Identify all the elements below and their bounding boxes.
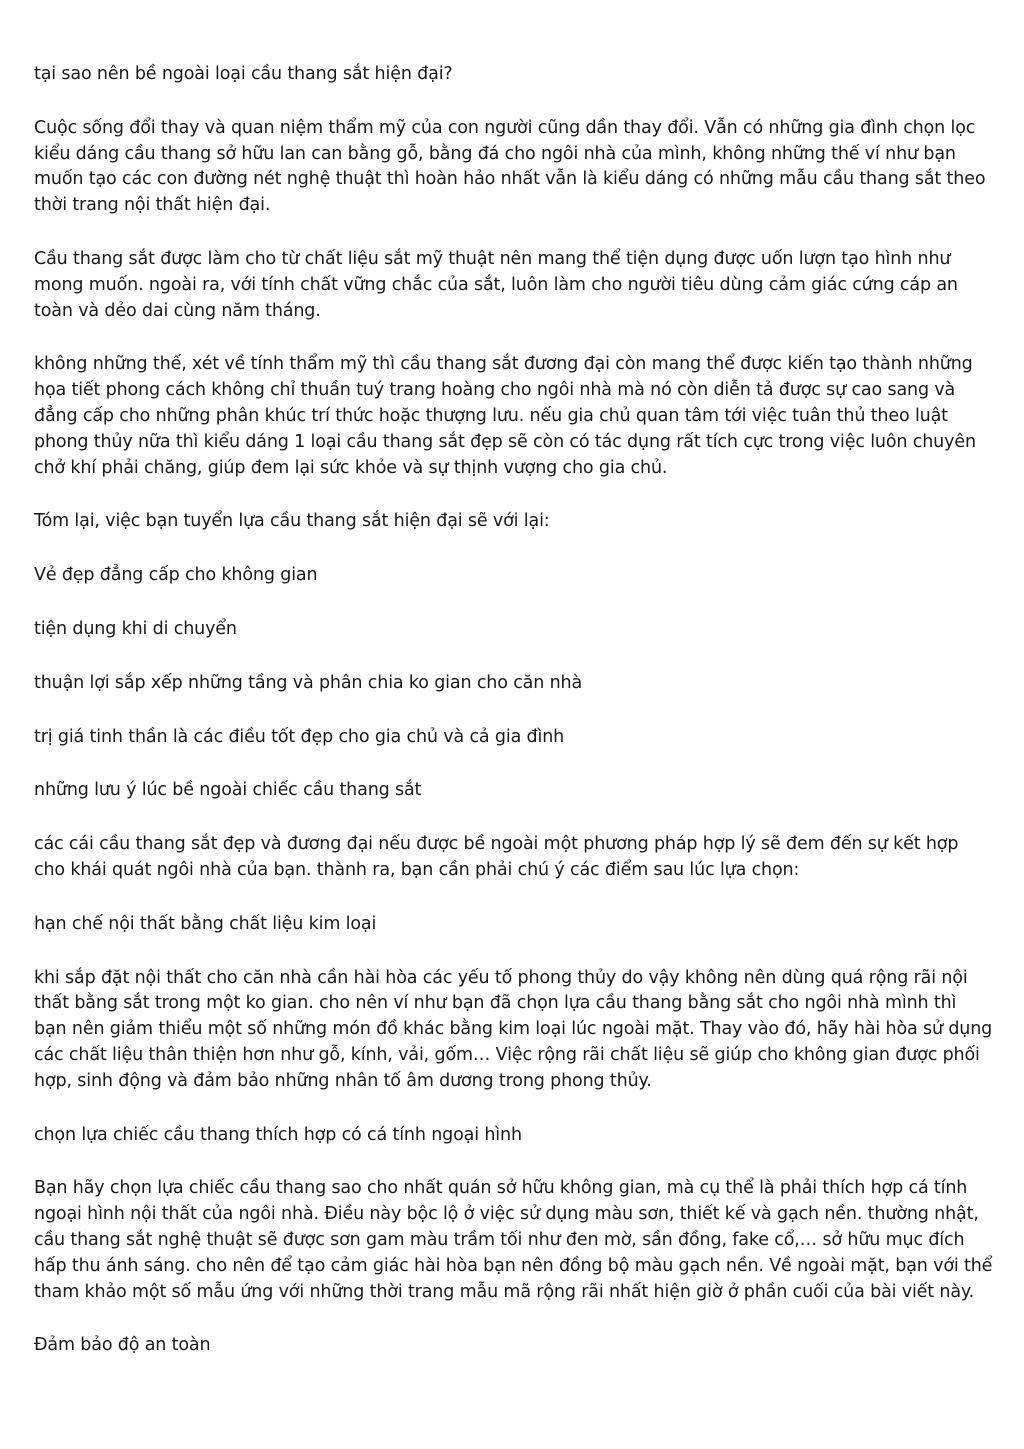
- list-item-spiritual-value: trị giá tinh thần là các điều tốt đẹp cho gia chủ và cả gia đình: [34, 726, 565, 747]
- paragraph-iron-material: Cầu thang sắt được làm cho từ chất liệu sắt mỹ thuật nên mang thể tiện dụng được uốn lượn tạo hình như mong muốn. ngoài ra, với tính chất vững chắc của sắt, luôn làm cho người tiêu dùng cảm giác cứng cáp an toàn và dẻo dai cùng năm tháng.: [34, 248, 958, 321]
- heading-limit-metal: hạn chế nội thất bằng chất liệu kim loại: [34, 913, 377, 934]
- list-item-space-division: thuận lợi sắp xếp những tầng và phân chia ko gian cho căn nhà: [34, 672, 583, 693]
- paragraph-changing-aesthetics: Cuộc sống đổi thay và quan niệm thẩm mỹ của con người cũng dần thay đổi. Vẫn có những gia đình chọn lọc kiểu dáng cầu thang sở hữu lan can bằng gỗ, bằng đá cho ngôi nhà của mình, không những thế ví như bạn muốn tạo các con đường nét nghệ thuật thì hoàn hảo nhất vẫn là kiểu dáng có những mẫu cầu thang sắt theo thời trang nội thất hiện đại.: [34, 117, 986, 216]
- heading-why-modern-iron-stairs: tại sao nên bề ngoài loại cầu thang sắt hiện đại?: [34, 64, 453, 84]
- heading-notes: những lưu ý lúc bề ngoài chiếc cầu thang sắt: [34, 780, 422, 801]
- paragraph-aesthetics-feng-shui: không những thế, xét về tính thẩm mỹ thì cầu thang sắt đương đại còn mang thể được kiến tạo thành những họa tiết phong cách không chỉ thuần tuý trang hoàng cho ngôi nhà mà nó còn diễn tả được sự cao sang và đẳng cấp cho những phân khúc trí thức hoặc thượng lưu. nếu gia chủ quan tâm tới việc tuân thủ theo luật phong thủy nữa thì kiểu dáng 1 loại cầu thang sắt đẹp sẽ còn có tác dụng rất tích cực trong việc luôn chuyên chở khí phải chăng, giúp đem lại sức khỏe và sự thịnh vượng cho gia chủ.: [34, 354, 976, 478]
- paragraph-limit-metal: khi sắp đặt nội thất cho căn nhà cần hài hòa các yếu tố phong thủy do vậy không nên dùng quá rộng rãi nội thất bằng sắt trong một ko gian. cho nên ví như bạn đã chọn lựa cầu thang bằng sắt cho ngôi nhà mình thì bạn nên giảm thiểu một số những món đồ khác bằng kim loại lúc ngoài mặt. Thay vào đó, hãy hài hòa sử dụng các chất liệu thân thiện hơn như gỗ, kính, vải, gốm… Việc rộng rãi chất liệu sẽ giúp cho không gian được phối hợp, sinh động và đảm bảo những nhân tố âm dương trong phong thủy.: [34, 967, 993, 1091]
- document-body: [34, 62, 994, 1387]
- list-item-beauty: Vẻ đẹp đẳng cấp cho không gian: [34, 565, 318, 586]
- heading-safety: Đảm bảo độ an toàn: [34, 1335, 211, 1356]
- heading-choose-suitable: chọn lựa chiếc cầu thang thích hợp có cá tính ngoại hình: [34, 1124, 522, 1145]
- paragraph-notes-intro: các cái cầu thang sắt đẹp và đương đại nếu được bề ngoài một phương pháp hợp lý sẽ đem đến sự kết hợp cho khái quát ngôi nhà của bạn. thành ra, bạn cần phải chú ý các điểm sau lúc lựa chọn:: [34, 834, 959, 880]
- paragraph-summary-intro: Tóm lại, việc bạn tuyển lựa cầu thang sắt hiện đại sẽ với lại:: [34, 511, 550, 532]
- paragraph-choose-suitable: Bạn hãy chọn lựa chiếc cầu thang sao cho nhất quán sở hữu không gian, mà cụ thể là phải thích hợp cá tính ngoại hình nội thất của ngôi nhà. Điều này bộc lộ ở việc sử dụng màu sơn, thiết kế và gạch nền. thường nhật, cầu thang sắt nghệ thuật sẽ được sơn gam màu trầm tối như đen mờ, sần đồng, fake cổ,… sở hữu mục đích hấp thu ánh sáng. cho nên để tạo cảm giác hài hòa bạn nên đồng bộ màu gạch nền. Về ngoài mặt, bạn với thể tham khảo một số mẫu ứng với những thời trang mẫu mã rộng rãi nhất hiện giờ ở phần cuối của bài viết này.: [34, 1178, 993, 1302]
- list-item-convenience: tiện dụng khi di chuyển: [34, 618, 237, 639]
